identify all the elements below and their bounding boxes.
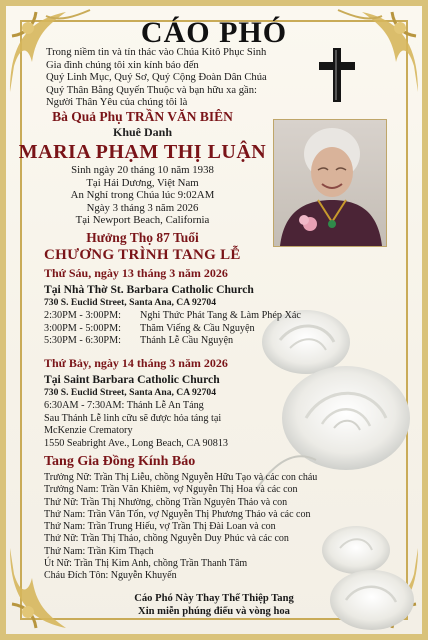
schedule-item bbox=[44, 323, 301, 336]
schedule-item bbox=[44, 310, 301, 323]
day1-church: Tại Nhà Thờ St. Barbara Catholic Church bbox=[44, 283, 254, 296]
intro-line: Người Thân Yêu của chúng tôi là bbox=[46, 97, 188, 109]
family-list bbox=[44, 472, 364, 583]
schedule-line: Sau Thánh Lễ linh cữu sẽ được hỏa táng tại bbox=[44, 412, 222, 424]
day2-title: Thứ Bảy, ngày 14 tháng 3 năm 2026 bbox=[44, 356, 228, 370]
deceased-title: Bà Quả Phụ TRẦN VĂN BIÊN bbox=[52, 109, 233, 124]
day1-schedule bbox=[44, 310, 301, 348]
day2-schedule bbox=[44, 400, 228, 450]
deceased-label: Khuê Danh bbox=[112, 125, 173, 139]
schedule-item bbox=[44, 335, 301, 348]
intro-line: Trong niềm tin và tín thác vào Chúa Kitô Phục Sinh bbox=[46, 47, 267, 58]
family-member: Thứ Nam: Trần Kim Thạch bbox=[44, 545, 154, 557]
deceased-name: MARIA PHẠM THỊ LUẬN bbox=[18, 141, 267, 163]
day2-address: 730 S. Euclid Street, Santa Ana, CA 92704 bbox=[44, 387, 216, 398]
schedule-desc: Nghi Thức Phát Tang & Làm Phép Xác bbox=[140, 310, 301, 321]
deceased-info bbox=[0, 109, 285, 247]
footer-note bbox=[0, 592, 428, 618]
family-member: Thứ Nam: Trần Văn Tốn, vợ Nguyễn Thị Phương Thảo và các con bbox=[44, 508, 311, 520]
schedule-line: McKenzie Crematory bbox=[44, 425, 133, 436]
deceased-detail: Sinh ngày 20 tháng 10 năm 1938 bbox=[71, 164, 214, 176]
portrait-photo bbox=[273, 119, 387, 247]
day1-address: 730 S. Euclid Street, Santa Ana, CA 92704 bbox=[44, 297, 216, 308]
schedule-desc: Thăm Viếng & Cầu Nguyện bbox=[140, 322, 255, 334]
family-member: Trưởng Nam: Trần Văn Khiêm, vợ Nguyễn Thị Hoa và các con bbox=[44, 484, 298, 496]
deceased-detail: Tại Hải Dương, Việt Nam bbox=[86, 176, 199, 189]
family-member: Út Nữ: Trần Thị Kim Anh, chồng Trần Thanh Tâm bbox=[44, 558, 248, 570]
schedule-time: 2:30PM - 3:00PM: bbox=[44, 310, 121, 321]
family-title: Tang Gia Đồng Kính Báo bbox=[44, 454, 196, 469]
schedule-desc: Thánh Lễ Cầu Nguyện bbox=[140, 335, 234, 346]
portrait-image bbox=[274, 120, 386, 246]
day2-church: Tại Saint Barbara Catholic Church bbox=[44, 373, 220, 386]
intro-line: Gia đình chúng tôi xin kính báo đến bbox=[46, 59, 199, 71]
footer-line: Cáo Phó Này Thay Thế Thiệp Tang bbox=[134, 593, 294, 604]
family-member: Thứ Nam: Trần Trung Hiếu, vợ Trần Thị Đài Loan và con bbox=[44, 521, 276, 533]
deceased-detail: Ngày 3 tháng 3 năm 2026 bbox=[86, 201, 199, 214]
schedule-time: 5:30PM - 6:30PM: bbox=[44, 335, 121, 346]
schedule-line: 6:30AM - 7:30AM: Thánh Lễ An Táng bbox=[44, 400, 204, 411]
day2-block bbox=[44, 356, 228, 450]
family-member: Thứ Nữ: Trần Thị Thảo, chồng Nguyễn Duy Phúc và các con bbox=[44, 533, 289, 545]
intro-line: Quý Thân Bằng Quyến Thuộc và bạn hữu xa gần: bbox=[46, 84, 258, 96]
schedule-time: 3:00PM - 5:00PM: bbox=[44, 322, 121, 334]
deceased-detail: Tại Newport Beach, California bbox=[75, 214, 210, 227]
intro-line: Quý Linh Mục, Quý Sơ, Quý Cộng Đoàn Dân Chúa bbox=[46, 72, 267, 84]
family-member: Cháu Đích Tôn: Nguyễn Khuyến bbox=[44, 570, 177, 582]
family-member: Trưởng Nữ: Trần Thị Liễu, chồng Nguyễn Hữu Tạo và các con cháu bbox=[44, 472, 318, 483]
deceased-age: Hưởng Thọ 87 Tuổi bbox=[86, 229, 199, 245]
day1-block bbox=[44, 266, 301, 348]
footer-line: Xin miễn phúng điếu và vòng hoa bbox=[138, 606, 290, 617]
cross-icon bbox=[316, 46, 358, 104]
day1-title: Thứ Sáu, ngày 13 tháng 3 năm 2026 bbox=[44, 266, 228, 280]
intro-text bbox=[46, 47, 306, 110]
deceased-detail: An Nghỉ trong Chúa lúc 9:02AM bbox=[70, 189, 215, 202]
page-title: CÁO PHÓ bbox=[140, 16, 288, 49]
program-title: CHƯƠNG TRÌNH TANG LỄ bbox=[44, 247, 241, 263]
family-member: Thứ Nữ: Trần Thị Nhường, chồng Trần Nguyên Thảo và con bbox=[44, 496, 288, 508]
schedule-line: 1550 Seabright Ave., Long Beach, CA 90813 bbox=[44, 437, 229, 449]
